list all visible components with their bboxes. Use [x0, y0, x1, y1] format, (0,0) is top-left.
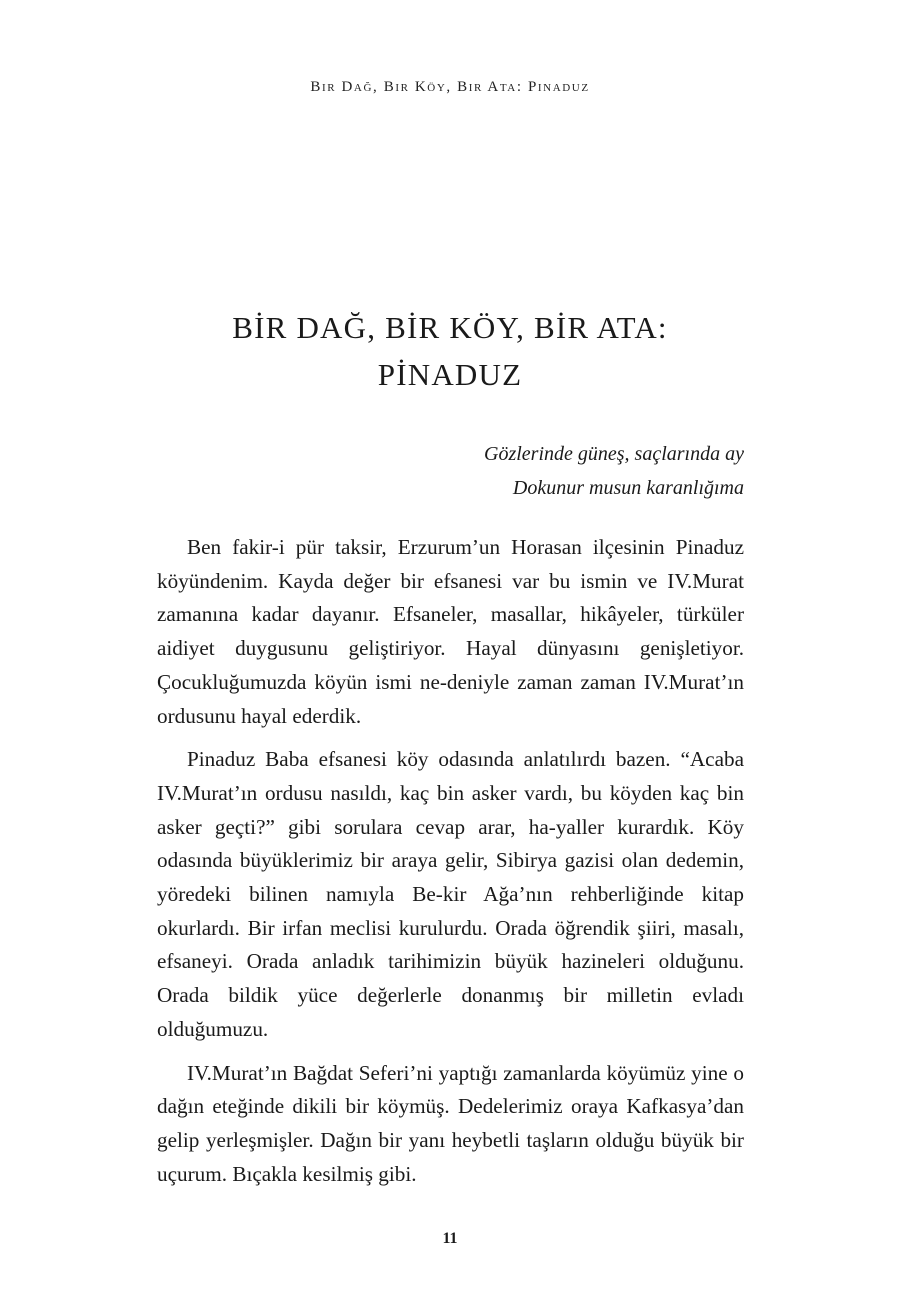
chapter-title — [0, 304, 900, 398]
chapter-title-line-1: BİR DAĞ, BİR KÖY, BİR ATA: — [232, 310, 668, 345]
epigraph-line-2: Dokunur musun karanlığıma — [512, 477, 744, 499]
epigraph — [484, 437, 744, 505]
running-header: Bir Dağ, Bir Köy, Bir Ata: Pinaduz — [310, 79, 590, 95]
paragraph-3: IV.Murat’ın Bağdat Seferi’ni yaptığı zamanlarda köyümüz yine o dağın eteğinde dikili bir köymüş. Dedelerimiz oraya Kafkasya’dan gelip yerleşmişler. Dağın bir yanı heybetli taşların olduğu büyük bir uçurum. Bıçakla kesilmiş gibi. — [157, 1060, 744, 1186]
page-number: 11 — [442, 1230, 458, 1247]
paragraph-2: Pinaduz Baba efsanesi köy odasında anlatılırdı bazen. “Acaba IV.Murat’ın ordusu nasıldı, kaç bin asker vardı, bu köyden kaç bin asker geçti?” gibi sorulara cevap arar, ha-yaller kurardık. Köy odasında büyüklerimiz bir araya gelir, Sibirya gazisi olan dedemin, yöredeki bilinen namıyla Be-kir Ağa’nın rehberliğinde kitap okurlardı. Bir irfan meclisi kurulurdu. Orada öğrendik şiiri, masalı, efsaneyi. Orada anladık tarihimizin büyük hazineleri olduğunu. Orada bildik yüce değerlerle donanmış bir milletin evladı olduğumuzu. — [157, 747, 744, 1041]
paragraph-1: Ben fakir-i pür taksir, Erzurum’un Horasan ilçesinin Pinaduz köyündenim. Kayda değer bir efsanesi var bu ismin ve IV.Murat zamanına kadar dayanır. Efsaneler, masallar, hikâyeler, türküler aidiyet duygusunu geliştiriyor. Hayal dünyasını genişletiyor. Çocukluğumuzda köyün ismi ne-deniyle zaman zaman IV.Murat’ın ordusunu hayal ederdik. — [157, 535, 744, 728]
chapter-title-line-2: PİNADUZ — [377, 357, 523, 392]
body-text — [157, 531, 744, 1201]
epigraph-line-1: Gözlerinde güneş, saçlarında ay — [484, 443, 744, 465]
